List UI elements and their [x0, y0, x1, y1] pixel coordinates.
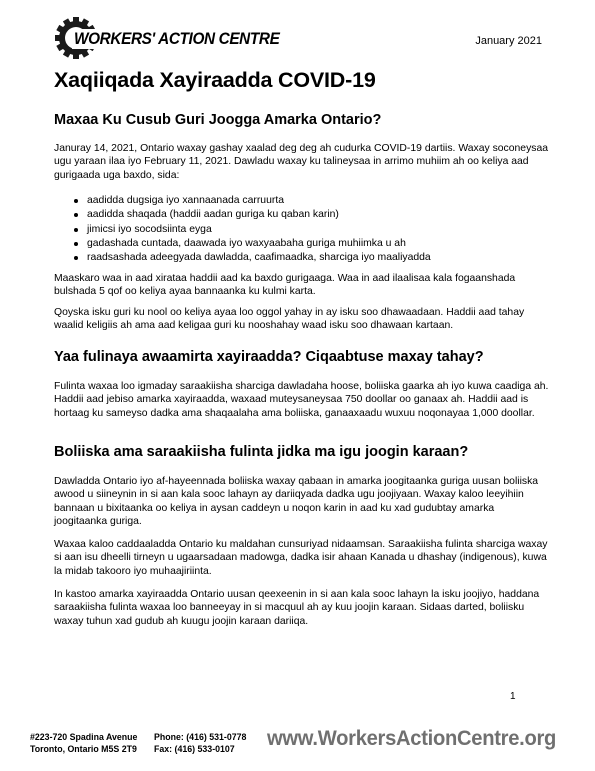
footer-address	[30, 732, 137, 755]
list-item: gadashada cuntada, daawada iyo waxyaabaha guriga muhiimka u ah	[54, 237, 431, 251]
page-number: 1	[510, 691, 516, 702]
bullet-list	[54, 194, 431, 265]
org-name: WORKERS' ACTION CENTRE	[74, 30, 280, 48]
address-line-1: #223-720 Spadina Avenue	[30, 732, 138, 742]
list-item: aadidda shaqada (haddii aadan guriga ku qaban karin)	[54, 208, 431, 222]
section-1-paragraph-2: Maaskaro waa in aad xirataa haddii aad ka baxdo gurigaaga. Waa in aad ilaalisaa kala fogaanshada bulshada 5 qof oo keliya ayaa bannaanka ku kulmi karta.	[54, 273, 516, 298]
phone-number: Phone: (416) 531-0778	[154, 732, 247, 742]
list-item: jimicsi iyo socodsiinta eyga	[54, 223, 431, 237]
section-1-paragraph-3: Qoyska isku guri ku nool oo keliya ayaa loo oggol yahay in ay isku soo dhawaadaan. Haddii aad tahay waalid keligiis ah ama aad keligaa guri ku nooshahay waad isku soo dhawaan kartaan.	[54, 307, 525, 332]
section-3-paragraph-3: In kastoo amarka xayiraadda Ontario uusan qeexeenin in si aan kala sooc lahayn la isku joojiyo, haddana saraakiisha fulinta waxaa loo banneeyay in si macquul ah ay kuu joojin karaan. Sidaas darted, boliisku waxay tuhun xad gudub ah kuugu joojin karaan dariiqa.	[54, 589, 540, 627]
list-item: raadsashada adeegyada dawladda, caafimaadka, sharciga iyo maaliyadda	[54, 251, 431, 265]
document-date: January 2021	[475, 35, 542, 47]
page-title: Xaqiiqada Xayiraadda COVID-19	[54, 68, 376, 92]
section-1-paragraph-1: Januray 14, 2021, Ontario waxay gashay xaalad deg deg ah cudurka COVID-19 dartiis. Waxay soconeysaa ugu yaraan ilaa iyo February 11, 2021. Dawladu waxay ku talineysaa in arrimo muhiim ah oo keliya aad gurigaada uga baxdo, sida:	[54, 143, 549, 181]
section-3-paragraph-2: Waxaa kaloo caddaaladda Ontario ku maldahan cunsuriyad nidaamsan. Saraakiisha fulinta sharciga waxay si aan isu dheelli tirneyn u ugaarsadaan madowga, dadka isir ahaan Kanada u dhashay (indigenous), kuwa la midab takooro iyo muhaajiriinta.	[54, 539, 548, 577]
website-url[interactable]: www.WorkersActionCentre.org	[267, 727, 557, 750]
section-3-paragraph-1: Dawladda Ontario iyo af-hayeennada boliiska waxay qabaan in amarka joogitaanka guriga uusan boliiska awood u siineynin in si aan kala sooc lahayn ay dariiqyada dadka ugu joojiyaan. Waxay kaloo leeyihiin bannaan u bixitaanka oo keliya in aysan caddeyn u noqon karin in aad ku xad gudubtay amarka joogitaanka guriga.	[54, 476, 539, 527]
fax-number: Fax: (416) 533-0107	[154, 743, 235, 754]
org-logo	[54, 16, 304, 60]
list-item: aadidda dugsiga iyo xannaanada carruurta	[54, 194, 431, 208]
section-heading-2: Yaa fulinaya awaamirta xayiraadda? Ciqaabtuse maxay tahay?	[54, 349, 484, 365]
section-2-paragraph-1: Fulinta waxaa loo igmaday saraakiisha sharciga dawladaha hoose, boliiska gaarka ah iyo kuwa caadiga ah. Haddii aad jebiso amarka xayiraadda, waxaad muteysaneysaa 750 doollar oo ganaax ah. Haddii aad is hortaag ku sameyso dadka ama shaqaalaha ama boliiska, ganaaxaadu wuxuu noqonayaa 1,000 doollar.	[54, 381, 549, 419]
section-heading-1: Maxaa Ku Cusub Guri Joogga Amarka Ontario?	[54, 112, 382, 128]
footer-contact	[154, 732, 246, 755]
address-line-2: Toronto, Ontario M5S 2T9	[30, 743, 137, 754]
section-heading-3: Boliiska ama saraakiisha fulinta jidka ma igu joogin karaan?	[54, 444, 469, 460]
